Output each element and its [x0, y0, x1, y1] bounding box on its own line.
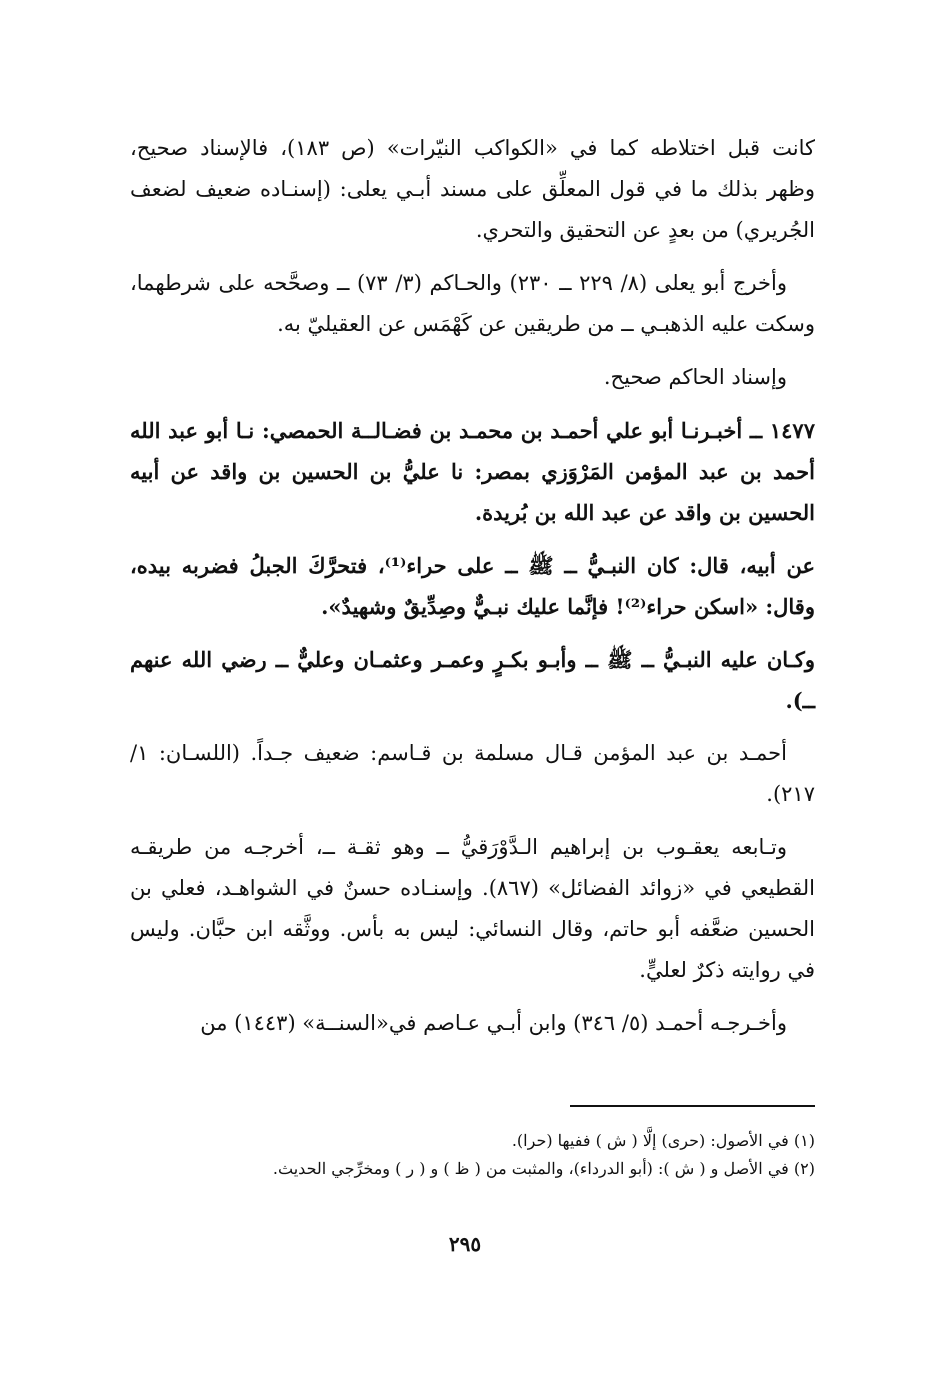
hadith-1477-matn: عن أبيه، قال: كان النبـيُّ ــ ﷺ ــ على حراء⁽¹⁾، فتحرَّكَ الجبلُ فضربه بيده، وقال: «اسكن حراء⁽²⁾! فإنَّما عليك نبـيٌّ وصِدِّيقٌ وشهيدٌ».: [130, 553, 815, 619]
paragraph-hakim-isnad: وإسناد الحاكم صحيح.: [603, 365, 787, 389]
page-number: ٢٩٥: [448, 1232, 482, 1256]
paragraph-ahmad-takhrij: وأخـرجـه أحمـد (٥/ ٣٤٦) وابن أبـي عـاصم في«السنــة» (١٤٤٣) من: [200, 1011, 787, 1035]
footnote-1: (١) في الأصول: (حرى) إلَّا ( ش ) ففيها (حرا).: [511, 1131, 815, 1150]
paragraph-mutaba: وتـابعه يعقـوب بن إبراهيم الـدَّوْرَقيُّ ــ وهو ثقـة ــ، أخرجـه من طريقـه القطيعي في «زوائد الفضائل» (٨٦٧). وإسنـاده حسنٌ في الشواهـد، فعلي بن الحسين ضعَّفه أبو حاتم، وقال النسائي: ليس به بأس. ووثَّقه ابن حبَّان. وليس في روايته ذكرٌ لعليٍّ.: [130, 835, 815, 982]
main-text: [130, 128, 815, 1056]
hadith-1477-isnad: ١٤٧٧ ــ أخبـرنـا أبو علي أحمـد بن محمـد بن فضـالــة الحمصي: نـا أبو عبد الله أحمد بن عبد المؤمن المَرْوَزي بمصر: نا عليُّ بن الحسين بن واقد عن أبيه الحسين بن واقد عن عبد الله بن بُريدة.: [130, 418, 815, 525]
footnote-divider: [570, 1105, 815, 1107]
paragraph-continuation: كانت قبل اختلاطه كما في «الكواكب النيّرات» (ص ١٨٣)، فالإسناد صحيح، وظهر بذلك ما في قول المعلِّق على مسند أبـي يعلى: (إسنـاده ضعيف لضعف الجُريري) من بعدٍ عن التحقيق والتحري.: [130, 136, 815, 242]
paragraph-ahmad-bin-abdulmumin: أحمـد بن عبد المؤمن قـال مسلمة بن قـاسم: ضعيف جـداً. (اللسـان: ١/ ٢١٧).: [130, 741, 815, 806]
paragraph-abu-yala: وأخرج أبو يعلى (٨/ ٢٢٩ ــ ٢٣٠) والحـاكم (٣/ ٧٣) ــ وصحَّحه على شرطهما، وسكت عليه الذهبـي ــ من طريقين عن كَهْمَس عن العقيليّ به.: [130, 271, 815, 336]
footnote-2: (٢) في الأصل و ( ش ): (أبو الدرداء)، والمثبت من ( ظ ) و ( ر ) ومخرِّجي الحديث.: [272, 1159, 815, 1178]
hadith-1477-ending: وكـان عليه النبـيُّ ــ ﷺ ــ وأبـو بكـرٍ وعمـر وعثمـان وعليٌّ ــ رضي الله عنهم ــ).: [130, 647, 815, 713]
